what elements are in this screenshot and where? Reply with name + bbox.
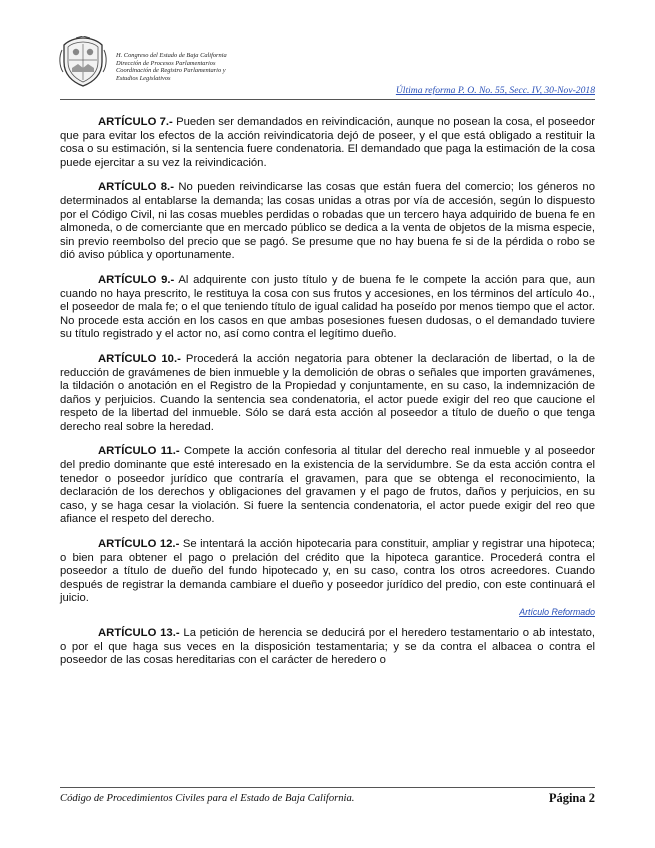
org-line-studies: Estudios Legislativos <box>116 74 171 82</box>
article-13 <box>60 627 595 668</box>
article-title: ARTÍCULO 9.- <box>98 273 175 286</box>
article-title: ARTÍCULO 10.- <box>98 352 181 365</box>
article-text: Pueden ser demandados en reivindicación, aunque no posean la cosa, el poseedor que para evitar los efectos de la acción reivindicatoria dejó de poseer, y el que está obligado a restituir la cosa o su estimación, si la sentencia fuere condenatoria. El demandado que paga la estimación de la cosa puede ejercitar a su vez la reivindicación. <box>60 116 596 169</box>
article-10 <box>60 353 595 435</box>
article-reformed-note <box>60 607 595 618</box>
article-title: ARTÍCULO 8.- <box>98 181 174 194</box>
article-text: Procederá la acción negatoria para obtener la declaración de libertad, o la de reducción de gravámenes de bien inmueble y la demolición de obras o señales que importen gravámenes, la tildación o anotación en el Registro de la Propiedad y conjuntamente, en su caso, la indemnización de daños y perjuicios. Cuando la sentencia sea condenatoria, el actor puede exigir del reo que caucione el respeto de la libertad del inmueble. Sólo se dará esta acción al poseedor a título de dueño o que tenga derecho real sobre la heredad. <box>60 352 595 433</box>
article-text: No pueden reivindicarse las cosas que están fuera del comercio; los géneros no determinados al entablarse la demanda; las cosas unidas a otras por vía de accesión, según lo dispuesto por el Código Civil, ni las cosas muebles perdidas o robadas que un tercero haya adquirido de buena fe en almoneda, o de comerciante que en mercado público se dedica a la venta de objetos de la misma especie, sin previo reembolso del precio que se pagó. Se presume que no hay buena fe si de la pérdida o robo se dió aviso pública y oportunamente. <box>60 181 595 262</box>
article-title: ARTÍCULO 13.- <box>98 627 180 639</box>
org-line-congress: H. Congreso del Estado de Baja California <box>116 52 227 59</box>
page-number: Página 2 <box>548 791 595 805</box>
article-11 <box>60 445 595 527</box>
last-reform-link[interactable]: Última reforma P. O. No. 55, Secc. IV, 30-Nov-2018 <box>395 85 595 96</box>
article-text: Se intentará la acción hipotecaria para constituir, ampliar y registrar una hipoteca; o bien para obtener el pago o prelación del crédito que la hipoteca garantice. Procederá contra el poseedor a título de dueño del fundo hipotecado y, en su caso, contra los otros acreedores. Cuando después de registrar la demanda cambiare el dueño y poseedor jurídico del predio, con este continuará el juicio. <box>60 538 595 605</box>
issuing-organization <box>116 52 227 82</box>
article-8 <box>60 181 595 263</box>
coat-of-arms-seal-icon <box>58 36 108 88</box>
header-divider <box>60 99 595 100</box>
article-text: Compete la acción confesoria al titular del derecho real inmueble y al poseedor del predio dominante que esté interesado en la existencia de la servidumbre. Se da esta acción contra el tenedor o poseedor jurídico que contraría el gravamen, para que se obtenga el reconocimiento, la declaración de los derechos y obligaciones del gravamen y el pago de frutos, daños y perjuicios, en su caso, y se haga cesar la violación. Si fuere la sentencia condenatoria, el actor puede exigir del reo que afiance el respeto del derecho. <box>60 445 595 526</box>
article-reformed-link[interactable]: Artículo Reformado <box>519 607 595 617</box>
article-12 <box>60 538 595 606</box>
article-title: ARTÍCULO 11.- <box>98 445 180 458</box>
org-line-direction: Dirección de Procesos Parlamentarios <box>116 59 216 67</box>
article-title: ARTÍCULO 7.- <box>98 116 173 128</box>
footer-divider <box>60 787 595 788</box>
article-text: La petición de herencia se deducirá por el heredero testamentario o ab intestato, o por el que haga sus veces en la disposición testamentaria; y se da contra el albacea o contra el poseedor de las cosas hereditarias con el carácter de heredero o <box>60 627 596 667</box>
document-body <box>60 116 595 679</box>
article-text: Al adquirente con justo título y de buena fe le compete la acción para que, aun cuando no haya prescrito, le restituya la cosa con sus frutos y accesiones, en los términos del artículo 4o., el poseedor de mala fe; o el que teniendo título de igual calidad ha poseído por menos tiempo que el actor. No procede esta acción en los casos en que ambas posesiones fuesen dudosas, o el demandado tuviere su título registrado y el actor no, así como contra el legítimo dueño. <box>60 273 595 341</box>
footer-document-title: Código de Procedimientos Civiles para el Estado de Baja California. <box>60 793 355 804</box>
article-9 <box>60 274 595 342</box>
org-line-coordination: Coordinación de Registro Parlamentario y <box>116 67 226 75</box>
article-7 <box>60 116 595 170</box>
article-title: ARTÍCULO 12.- <box>98 538 180 551</box>
